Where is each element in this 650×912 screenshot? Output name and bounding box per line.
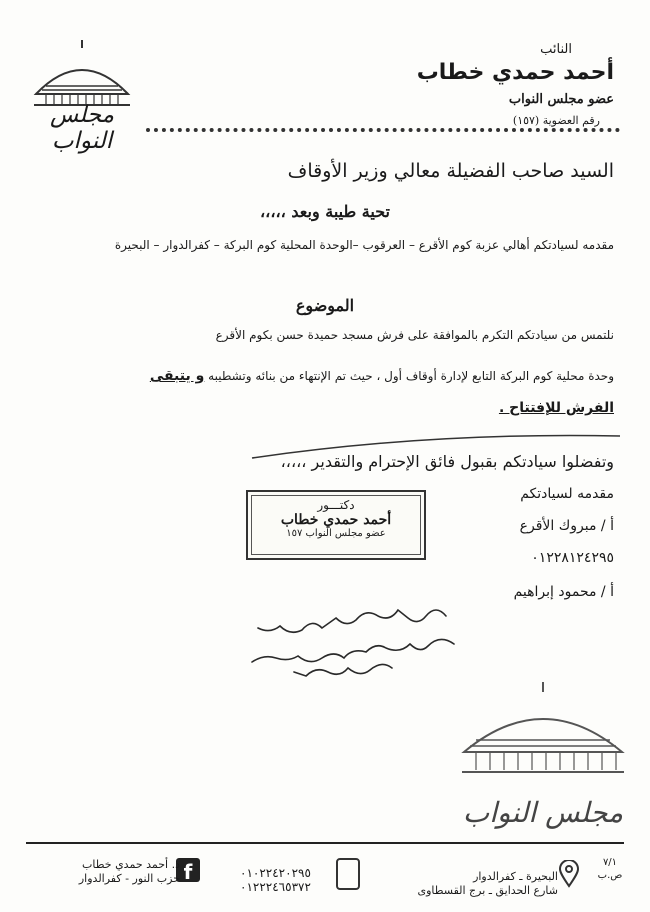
request-line-2 [150,368,614,384]
subject-label: الموضوع [295,296,355,315]
footer-code [596,856,624,882]
location-pin-icon [558,860,580,888]
footer-address-2: شارع الحدايق ـ برج القسطاوى [417,884,558,897]
stamp-name: أحمد حمدي خطاب [280,512,392,528]
letterhead-name: أحمد حمدي خطاب [416,60,614,85]
request-line-2-emphasis: و يتبقى [149,368,205,384]
facebook-icon: f [176,858,200,882]
watermark-logo-text: مجلس النواب [462,796,624,829]
footer-divider [26,842,624,844]
letterhead-title: النائب [540,42,572,57]
parliament-watermark-logo [452,678,634,802]
footer-phone-2: ٠١٢٢٢٤٦٥٣٧٢ [240,880,311,894]
membership-number: رقم العضوية (١٥٧) [512,114,600,127]
greeting: تحية طيبة وبعد ،،،،، [260,202,390,221]
request-line-2-text: وحدة محلية كوم البركة التابع لإدارة أوقاف أول ، حيث تم الإنتهاء من بنائه وتشطيبه [208,369,614,383]
signatories-intro: مقدمه لسيادتكم [520,486,614,502]
stamp-title: دكتـــور [317,498,355,512]
signatory-name-2: أ / محمود إبراهيم [513,584,614,600]
footer-phone-1: ٠١٠٢٢٤٢٠٢٩٥ [240,866,311,880]
addressee: السيد صاحب الفضيلة معالي وزير الأوقاف [287,160,614,182]
parliament-logo-text: مجلس النواب [49,102,115,154]
signatory-name-1: أ / مبروك الأقرع [519,518,614,534]
footer-code-line-2: ص.ب [597,870,623,881]
footer-code-line-1: ٧/١ [602,857,618,868]
stamp-role: عضو مجلس النواب ١٥٧ [286,528,386,539]
handwritten-note [196,596,466,686]
official-stamp [246,490,426,560]
mobile-phone-icon [336,858,360,890]
request-line-3: الفرش للإفتتاح . [498,400,614,416]
signatory-phone: ٠١٢٢٨١٢٤٢٩٥ [531,550,614,566]
letterhead-role: عضو مجلس النواب [508,92,614,107]
footer-facebook-name: د. أحمد حمدي خطاب [82,858,180,871]
letterhead-divider [146,128,620,132]
footer-facebook-party: حزب النور - كفرالدوار [78,872,180,885]
submitted-by: مقدمه لسيادتكم أهالي عزبة كوم الأقرع – العرقوب –الوحدة المحلية كوم البركة – كفرالدوار – البحيرة [114,238,614,252]
footer-address-1: البحيرة ـ كفرالدوار [473,870,558,883]
request-line-1: نلتمس من سيادتكم التكرم بالموافقة على فرش مسجد حميدة حسن بكوم الأقرع [215,328,614,342]
closing-line: وتفضلوا سيادتكم بقبول فائق الإحترام والتقدير ،،،،، [280,452,614,471]
